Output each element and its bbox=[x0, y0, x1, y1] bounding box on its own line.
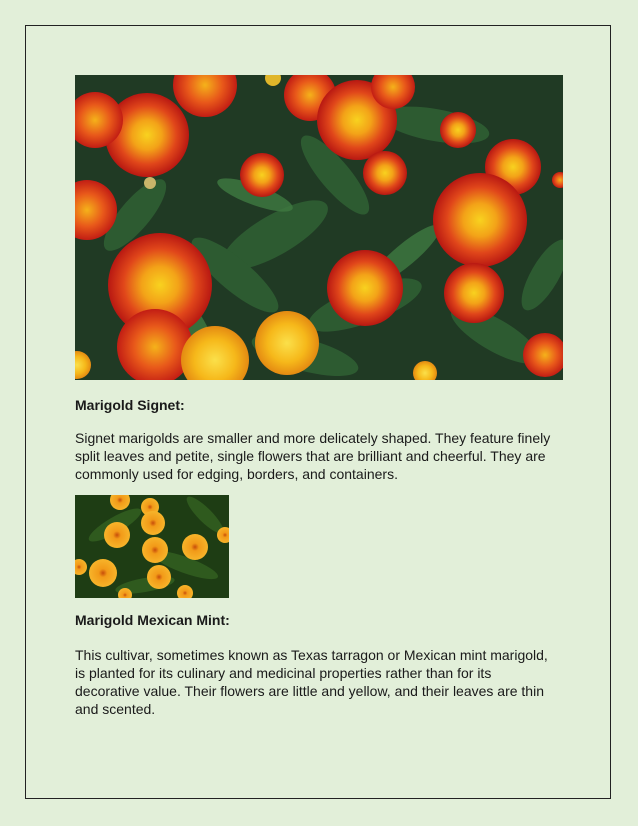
signet-heading: Marigold Signet: bbox=[75, 397, 185, 413]
mexican-mint-heading: Marigold Mexican Mint: bbox=[75, 612, 230, 628]
marigold-french-photo bbox=[75, 75, 563, 380]
marigold-signet-photo bbox=[75, 495, 229, 598]
signet-description: Signet marigolds are smaller and more delicately shaped. They feature finely split leaves and petite, single flowers that are brilliant and cheerful. They are commonly used for edging, borders, and containers. bbox=[75, 430, 551, 482]
mexican-mint-description: This cultivar, sometimes known as Texas tarragon or Mexican mint marigold, is planted for its culinary and medicinal properties rather than for its decorative value. Their flowers are little and yellow, and their leaves are thin and scented. bbox=[75, 647, 548, 717]
